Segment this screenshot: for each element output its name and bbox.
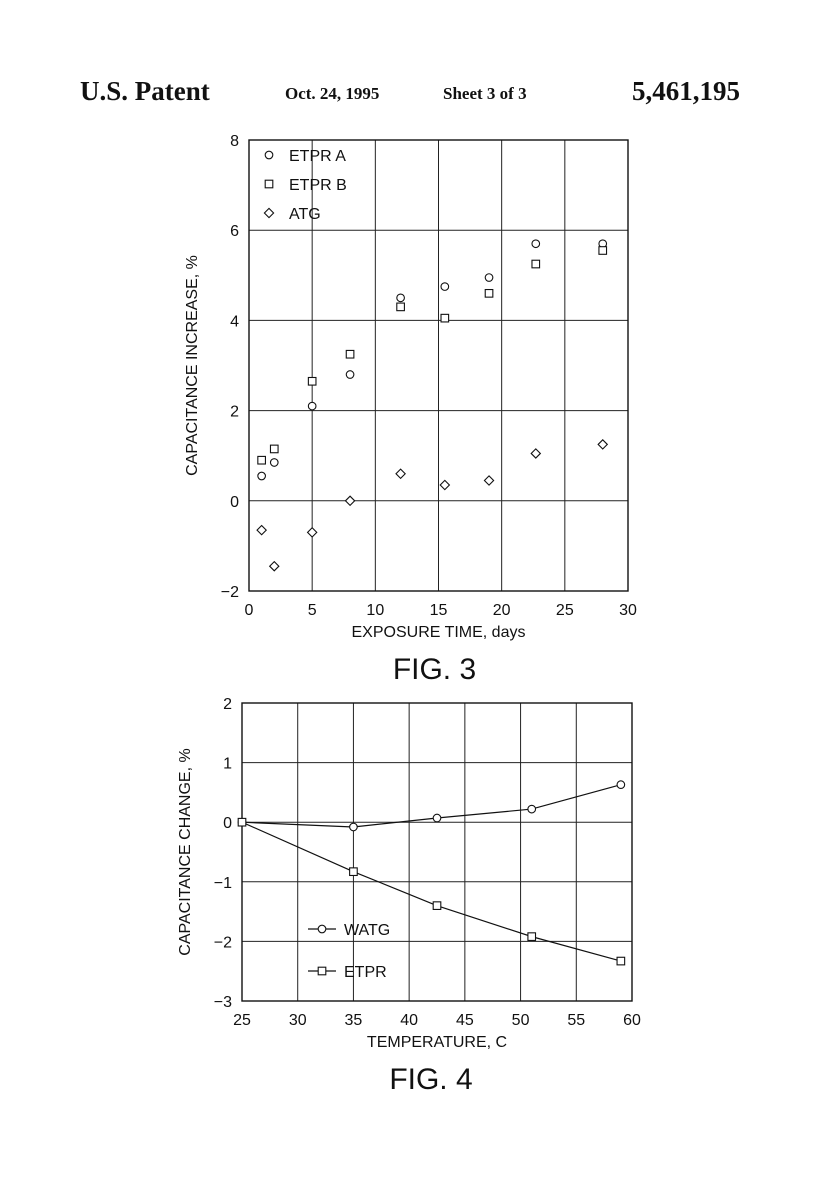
figure-caption: FIG. 4 (389, 1063, 473, 1096)
y-tick-label: 1 (223, 755, 232, 773)
y-tick-label: −2 (220, 584, 239, 601)
y-axis-label: CAPACITANCE INCREASE, % (184, 255, 201, 476)
legend-label-etpr-a: ETPR A (289, 148, 346, 165)
y-tick-label: −1 (213, 874, 232, 892)
y-tick-label: 0 (223, 815, 232, 833)
x-tick-label: 30 (288, 1012, 307, 1029)
y-tick-label: 4 (230, 313, 239, 331)
y-tick-label: 2 (230, 403, 239, 421)
x-tick-label: 55 (567, 1012, 586, 1029)
data-point-etpr (350, 868, 358, 876)
legend-label-etpr: ETPR (344, 964, 387, 981)
patent-date: Oct. 24, 1995 (285, 84, 380, 103)
x-tick-label: 10 (366, 602, 385, 619)
figure-caption: FIG. 3 (392, 653, 477, 686)
x-tick-label: 45 (455, 1012, 474, 1029)
x-tick-label: 35 (344, 1012, 363, 1029)
patent-label: U.S. Patent (80, 76, 210, 106)
series-line-watg (242, 785, 621, 827)
x-tick-label: 30 (619, 602, 637, 619)
y-tick-label: 2 (223, 696, 232, 713)
sheet-number: Sheet 3 of 3 (443, 84, 527, 103)
y-tick-label: 6 (230, 223, 239, 241)
x-tick-label: 25 (233, 1012, 251, 1029)
legend-label-atg: ATG (289, 206, 321, 223)
x-tick-label: 5 (307, 602, 317, 619)
x-tick-label: 50 (511, 1012, 530, 1029)
x-tick-label: 0 (244, 602, 254, 619)
y-tick-label: −3 (213, 994, 232, 1011)
legend-label-watg: WATG (344, 922, 391, 939)
legend-marker-watg (318, 925, 326, 933)
x-axis-label: TEMPERATURE, C (366, 1034, 508, 1051)
legend-marker-etpr (318, 967, 326, 975)
y-axis-label: CAPACITANCE CHANGE, % (177, 748, 194, 956)
data-point-etpr (617, 957, 625, 965)
y-tick-label: 8 (230, 133, 239, 150)
x-tick-label: 60 (623, 1012, 641, 1029)
x-tick-label: 15 (429, 602, 448, 619)
data-point-watg (617, 781, 625, 789)
x-axis-label: EXPOSURE TIME, days (351, 624, 526, 641)
x-tick-label: 40 (400, 1012, 419, 1029)
y-tick-label: 0 (230, 493, 239, 511)
data-point-watg (528, 805, 536, 813)
x-tick-label: 20 (492, 602, 511, 619)
series-line-etpr (242, 822, 621, 961)
legend-label-etpr-b: ETPR B (289, 177, 347, 194)
data-point-etpr (528, 933, 536, 941)
data-point-watg (433, 814, 441, 822)
data-point-etpr (433, 902, 441, 910)
x-tick-label: 25 (555, 602, 574, 619)
data-point-etpr (238, 818, 246, 826)
data-point-watg (350, 823, 358, 831)
patent-number: 5,461,195 (632, 76, 740, 106)
y-tick-label: −2 (213, 934, 232, 952)
plot-frame (242, 703, 632, 1001)
